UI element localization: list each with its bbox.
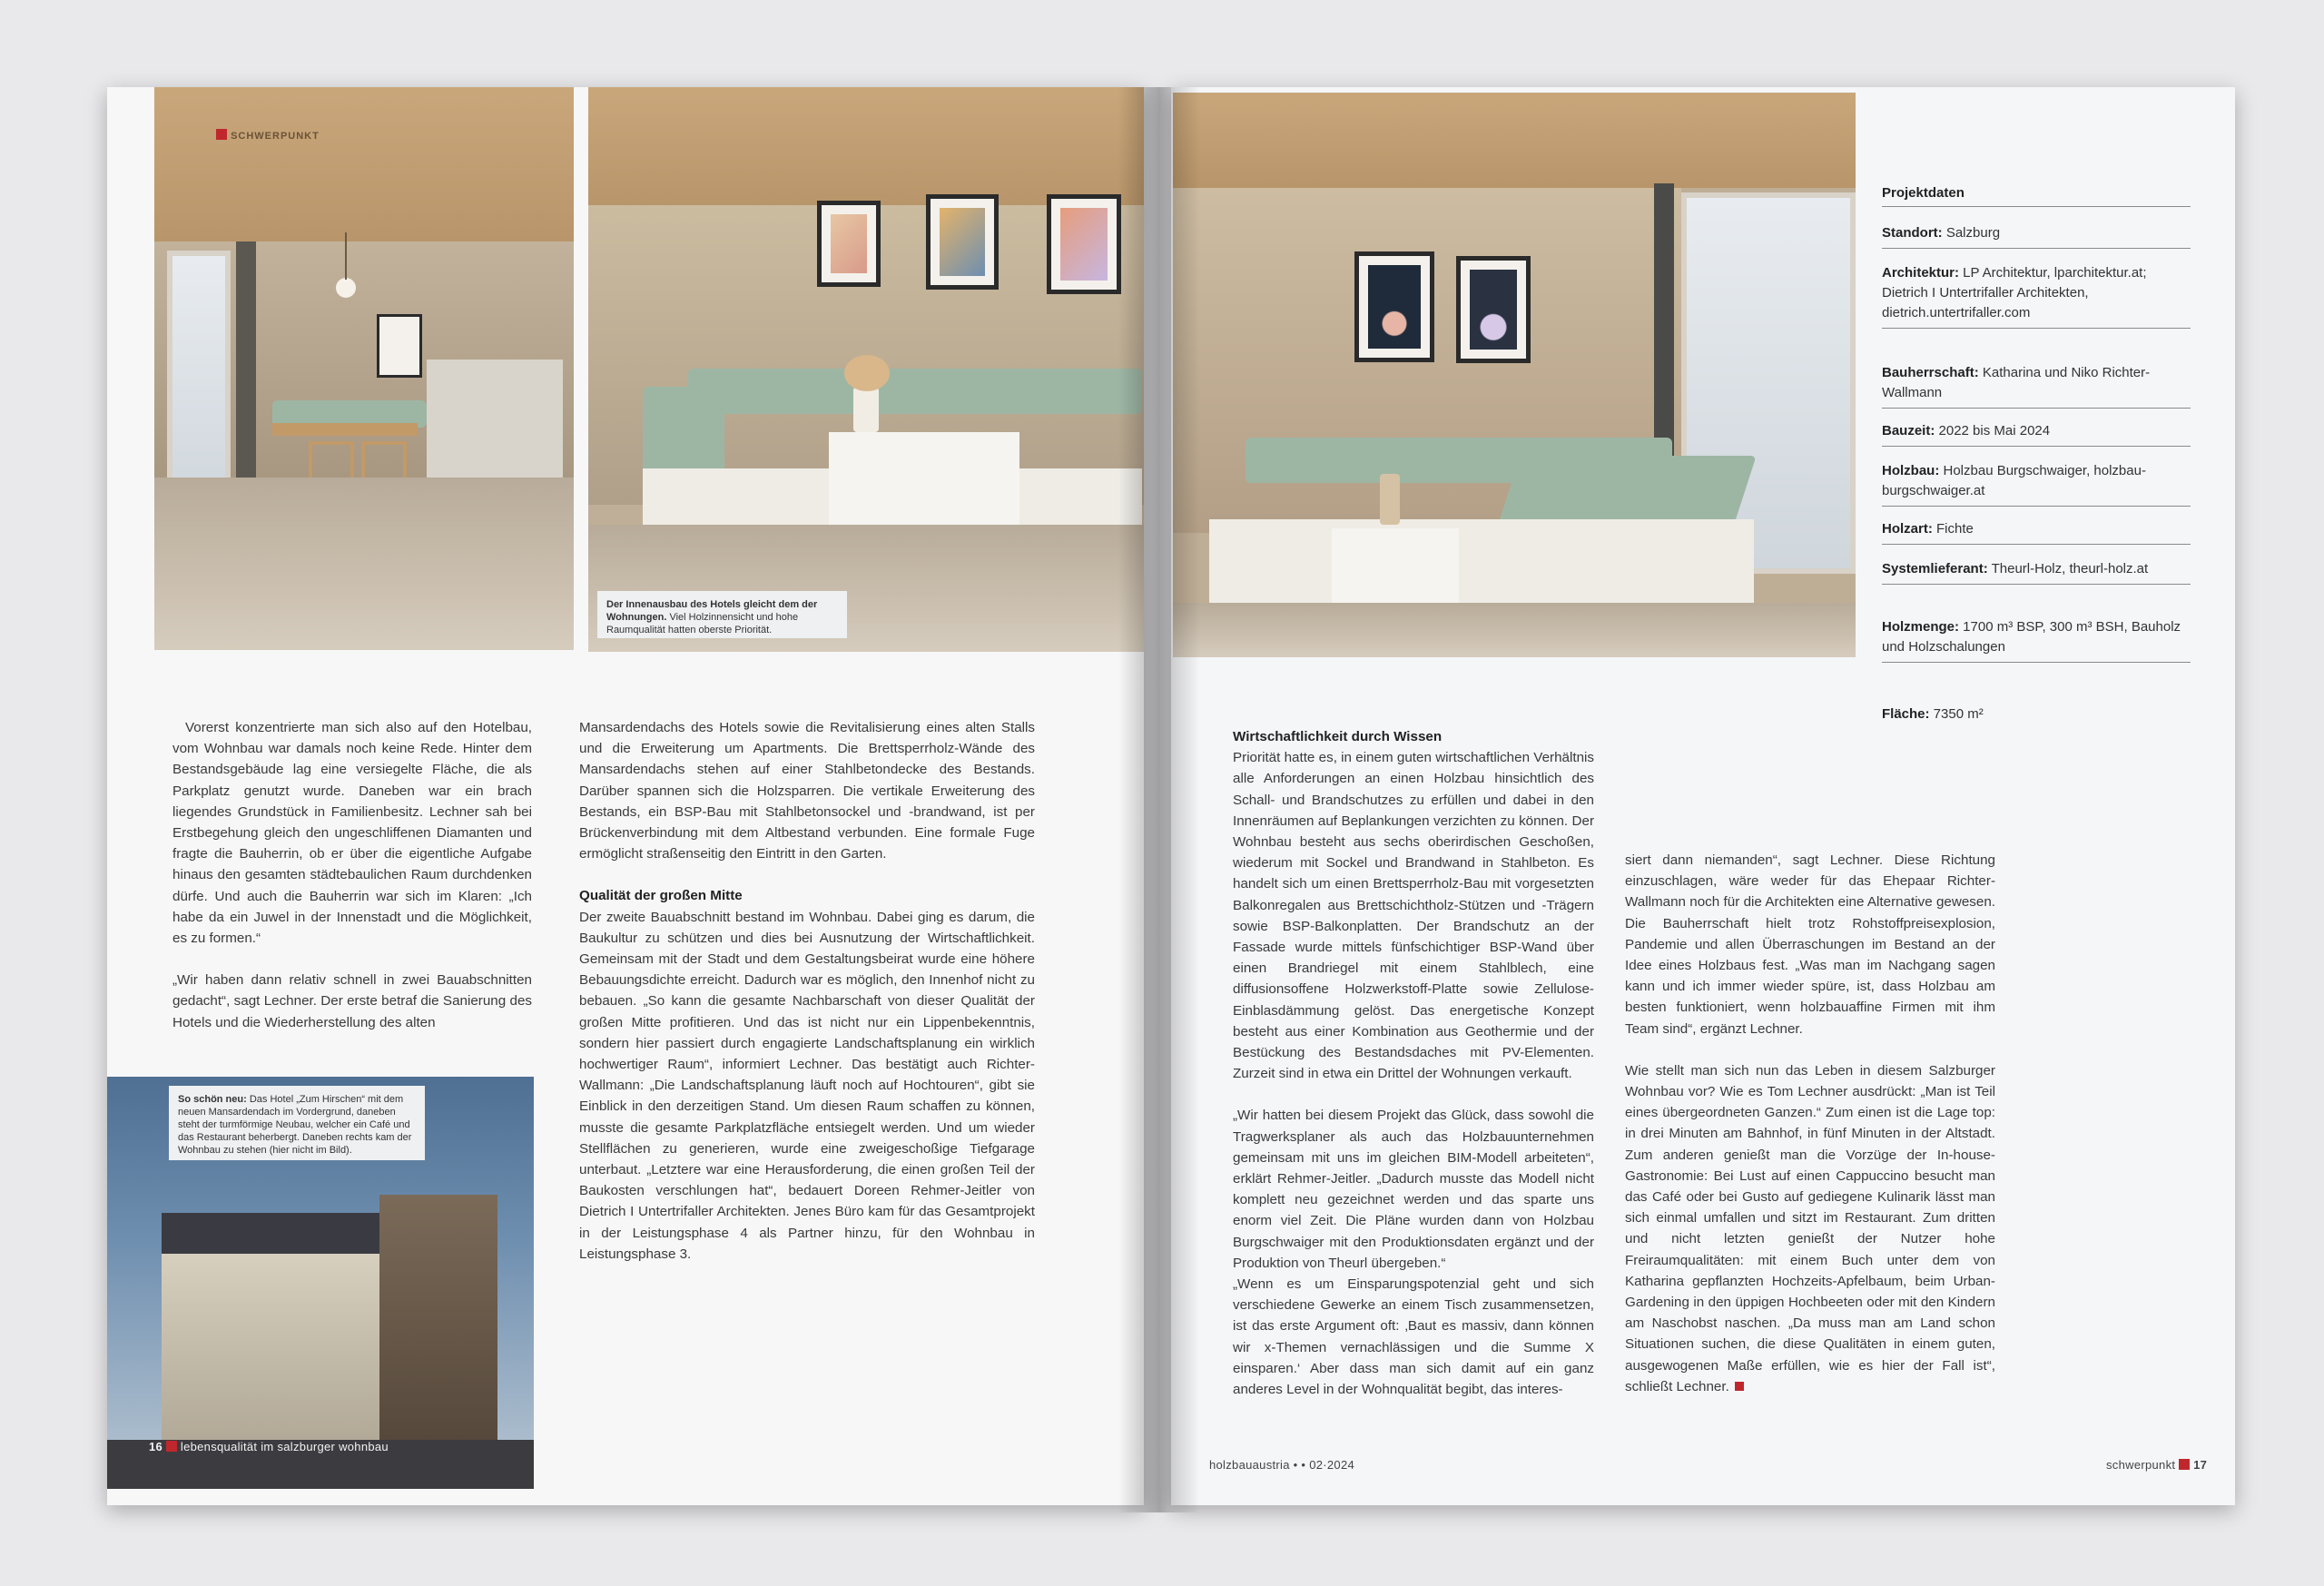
right-col2-paragraph-2 xyxy=(1625,1060,1995,1397)
left-column-2 xyxy=(579,717,1035,1265)
fact-label: Architektur: xyxy=(1882,265,1960,281)
fact-value: LP Architektur, lparchitektur.at; Dietrich I Untertrifaller Architekten, dietrich.untertrifaller.com xyxy=(1882,265,2147,320)
fact-value: 7350 m² xyxy=(1929,706,1984,722)
facts-title: Projektdaten xyxy=(1882,185,2191,207)
fact-label: Fläche: xyxy=(1882,706,1930,722)
photo-apartment-living-room xyxy=(1173,93,1856,657)
fact-standort xyxy=(1882,223,2191,249)
left-footer xyxy=(149,1440,389,1453)
left-page-number: 16 xyxy=(149,1440,163,1453)
right-col2-paragraph-2-text: Wie stellt man sich nun das Leben in diesem Salzburger Wohnbau vor? Wie es Tom Lechner ausdrückt: „Man ist Teil eines übergeordneten Ganzen.“ Zum einen ist die Lage top: in drei Minuten am Bahnhof, in fünf Minuten in der Altstadt. Zum anderen genießt man die Vorzüge der In-house-Gastronomie: Bei Lust auf einen Cappuccino besucht man das Café oder bei Gusto auf gediegene Kulinarik lässt man sich einmal umfallen und sitzt im Restaurant. Zum dritten und nicht letzten genießt der Nutzer hohe Freiraumqualitäten: mit einem Buch unter dem von Katharina gepflanzten Hochzeits-Apfelbaum, beim Urban-Gardening in den üppigen Hochbeeten oder mit den Kindern am Naschobst naschen. „Da muss man am Land schon Situationen suchen, die diese Qualitäten in einem guten, ausgewogenen Maße erfüllen, wie es hier der Fall ist“, schließt Lechner. xyxy=(1625,1062,1995,1394)
caption-interior-bold: Der Innenausbau des Hotels gleicht dem der Wohnungen. xyxy=(606,599,818,623)
fact-value: Salzburg xyxy=(1942,225,2001,241)
fact-label: Bauzeit: xyxy=(1882,423,1935,438)
caption-exterior-text: Das Hotel „Zum Hirschen“ mit dem neuen Mansardendach im Vordergrund, daneben steht der turmförmige Neubau, welcher ein Café und das Restaurant beherbergt. Daneben rechts kam der Wohnbau zu stehen (hier nicht im Bild). xyxy=(178,1094,412,1156)
caption-interior-text: Viel Holzinnensicht und hohe Raumqualität hatten oberste Priorität. xyxy=(606,612,799,635)
right-column-2 xyxy=(1625,850,1995,1397)
left-page xyxy=(107,87,1144,1505)
fact-label: Holzmenge: xyxy=(1882,619,1960,635)
section-heading-mitte: Qualität der großen Mitte xyxy=(579,888,743,904)
fact-bauherrschaft xyxy=(1882,363,2191,409)
photo-kitchen-dining xyxy=(154,87,574,650)
right-col2-paragraph-1: siert dann niemanden“, sagt Lechner. Diese Richtung einzuschlagen, wäre weder für das Ehepaar Richter-Wallmann noch für die Architekten eine Alternative gewesen. Die Bauherrschaft hielt trotz Rohstoffpreisexplosion, Pandemie und allen Überraschungen im Bestand an der Idee eines Holzbaus fest. „Was man im Nachgang sagen kann und ich immer wieder spüre, ist, dass Holzbau am besten funktioniert, wenn holzbauaffine Firmen mit ihm Team sind“, ergänzt Lechner. xyxy=(1625,852,1995,1037)
fact-label: Systemlieferant: xyxy=(1882,561,1988,576)
right-page xyxy=(1171,87,2235,1505)
caption-exterior xyxy=(169,1086,425,1160)
fact-flaeche xyxy=(1882,704,2191,729)
fact-value: Holzbau Burgschwaiger, holzbau-burgschwaiger.at xyxy=(1882,463,2146,498)
kicker-label xyxy=(216,129,320,142)
fact-label: Standort: xyxy=(1882,225,1943,241)
red-square-icon xyxy=(166,1441,177,1452)
fact-holzart xyxy=(1882,519,2191,545)
left-col1-paragraph-2: „Wir haben dann relativ schnell in zwei Bauabschnitten gedacht“, sagt Lechner. Der erste betraf die Sanierung des Hotels und die Wiederherstellung des alten xyxy=(172,972,532,1030)
photo-hotel-exterior xyxy=(107,1077,534,1489)
fact-value: Theurl-Holz, theurl-holz.at xyxy=(1987,561,2149,576)
fact-holzbau xyxy=(1882,461,2191,507)
right-col1-paragraph-3: „Wenn es um Einsparungspotenzial geht und sich verschiedene Gewerke an einem Tisch zusammensetzen, ist das erste Argument oft: ‚Baut es massiv, dann können wir x-Themen vernachlässigen und die Summe X einsparen.‘ Aber dass man sich damit auf ein ganz anderes Level in der Wohnqualität begibt, das interes- xyxy=(1233,1276,1594,1398)
fact-value: 1700 m³ BSP, 300 m³ BSH, Bauholz und Holzschalungen xyxy=(1882,619,2181,655)
left-col1-paragraph-1: Vorerst konzentrierte man sich also auf den Hotelbau, vom Wohnbau war damals noch keine Rede. Hinter dem Bestandsgebäude lag eine versiegelte Fläche, die als Parkplatz genutzt wurde. Daneben war ein brach liegendes Grundstück in Familienbesitz. Lechner sah bei Erstbegehung gleich den ungeschliffenen Diamanten und fragte die Bauherrin, ob er über die eigentliche Aufgabe hinaus den gesamten städtebaulichen Raum durchdenken dürfe. Und auch die Bauherrin war sich im Klaren: „Ich habe da ein Juwel in der Innenstadt und die Möglichkeit, es zu formen.“ xyxy=(172,720,532,947)
caption-exterior-bold: So schön neu: xyxy=(178,1094,247,1105)
fact-architektur xyxy=(1882,263,2191,329)
left-col2-paragraph-1: Mansardendachs des Hotels sowie die Revitalisierung eines alten Stalls und die Erweiterung um Apartments. Die Brettsperrholz-Wände des Mansardendachs stehen auf einer Stahlbetondecke des Bestands. Darüber spannen sich die Holzsparren. Die vertikale Erweiterung des Bestands, ein BSP-Bau mit Stahlbetonsockel und -brandwand, ist per Brückenverbindung mit dem Altbestand verbunden. Eine formale Fuge ermöglicht straßenseitig den Eintritt in den Garten. xyxy=(579,720,1035,862)
kicker-red-square-icon xyxy=(216,129,227,140)
fact-label: Holzbau: xyxy=(1882,463,1940,478)
right-footer-right xyxy=(2106,1458,2207,1472)
left-col2-paragraph-2: Der zweite Bauabschnitt bestand im Wohnbau. Dabei ging es darum, die Baukultur zu schützen und dies bei Ausnutzung der Wirtschaftlichkeit. Gemeinsam mit der Stadt und dem Gestaltungsbeirat wurde eine höhere Bebauungsdichte erreicht. Dadurch war es möglich, den Innenhof nicht zu bebauen. „So kann die gesamte Nachbarschaft von dieser Qualität der großen Mitte profitieren. Und das ist nicht nur ein Lippenbekenntnis, sondern hier passiert durch engagierte Landschaftsplanung ein wirklich hochwertiger Raum“, informiert Lechner. Das bestätigt auch Richter-Wallmann: „Die Landschaftsplanung läuft noch auf Hochtouren“, gibt sie Einblick in den derzeitigen Stand. Um diesen Raum schaffen zu können, musste die gesamte Parkplatzfläche entsiegelt werden. Und um wieder Stellflächen zu generieren, wurde eine zweigeschoßige Tiefgarage unterbaut. „Letztere war eine Herausforderung, die einen großen Teil der Baukosten verschlungen hat“, bedauert Doreen Rehmer-Jeitler von Dietrich I Untertrifaller Architekten. Jenes Büro kam für das Gesamtprojekt in der Leistungsphase 4 als Partner hinzu, für den Wohnbau in Leistungsphase 3. xyxy=(579,909,1035,1262)
right-red-square-icon xyxy=(2179,1459,2190,1470)
left-footer-title: lebensqualität im salzburger wohnbau xyxy=(180,1440,389,1453)
fact-value: Fichte xyxy=(1932,521,1974,537)
section-heading-wirtschaftlichkeit: Wirtschaftlichkeit durch Wissen xyxy=(1233,729,1443,744)
right-footer-left: holzbauaustria • • 02·2024 xyxy=(1209,1458,1355,1472)
fact-label: Bauherrschaft: xyxy=(1882,365,1979,380)
right-col1-paragraph-2: „Wir hatten bei diesem Projekt das Glück, dass sowohl die Tragwerksplaner als auch das Holzbauunternehmen gemeinsam mit uns im gleichen BIM-Modell arbeiteten“, erklärt Rehmer-Jeitler. „Dadurch musste das Modell nicht komplett neu gezeichnet werden und das sparte uns enorm viel Zeit. Die Pläne wurden dann von Holzbau Burgschwaiger mit den Produktionsdaten ergänzt und der Produktion von Theurl übergeben.“ xyxy=(1233,1108,1594,1271)
right-col1-paragraph-1: Priorität hatte es, in einem guten wirtschaftlichen Verhältnis alle Anforderungen an einen Holzbau hinsichtlich des Schall- und Brandschutzes zu erfüllen und dabei in den Innenräumen auf Beplankungen verzichten zu können. Der Wohnbau besteht aus sechs oberirdischen Geschoßen, wiederum mit Sockel und Brandwand in Stahlbeton. Es handelt sich um einen Brettsperrholz-Bau mit vorgesetzten Balkonregalen aus Brettschichtholz-Stützen und -Trägern sowie BSP-Balkonplatten. Der Brandschutz an der Fassade wurde mittels fünfschichtiger BSP-Wand über einen Brandriegel mit einem Stahlblech, eine diffusionsoffene Holzwerkstoff-Platte sowie Zellulose-Einblasdämmung gelöst. Das energetische Konzept besteht aus einer Kombination aus Geothermie und der Bestückung des Bestandsdaches mit PV-Elementen. Zurzeit sind in etwa ein Drittel der Wohnungen verkauft. xyxy=(1233,750,1594,1082)
right-page-number: 17 xyxy=(2193,1458,2208,1472)
fact-bauzeit xyxy=(1882,421,2191,447)
end-mark-icon xyxy=(1735,1382,1744,1391)
fact-value: 2022 bis Mai 2024 xyxy=(1935,423,2051,438)
fact-systemlieferant xyxy=(1882,559,2191,585)
right-column-1 xyxy=(1233,726,1594,1400)
left-column-1 xyxy=(172,717,532,1033)
caption-interior xyxy=(597,591,847,638)
photo-hotel-living-room xyxy=(588,87,1144,652)
fact-value: Katharina und Niko Richter-Wallmann xyxy=(1882,365,2151,400)
right-footer-label: schwerpunkt xyxy=(2106,1458,2176,1472)
fact-label: Holzart: xyxy=(1882,521,1933,537)
fact-holzmenge xyxy=(1882,617,2191,663)
kicker-text: SCHWERPUNKT xyxy=(231,131,320,142)
